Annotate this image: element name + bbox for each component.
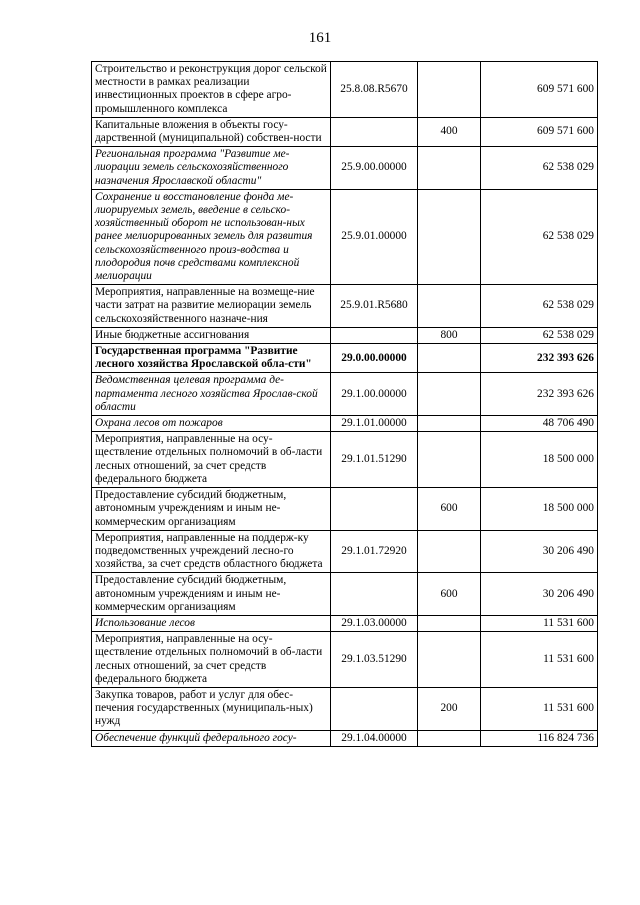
- table-row: [92, 432, 598, 488]
- row-expense-type-cell: [418, 730, 481, 746]
- row-expense-type-cell: [418, 285, 481, 328]
- row-amount-cell: 18 500 000: [481, 432, 598, 488]
- row-code-cell: 25.9.01.00000: [331, 189, 418, 284]
- row-code-cell: 29.1.01.00000: [331, 416, 418, 432]
- page-number: 161: [308, 30, 332, 46]
- row-name-cell: Использование лесов: [92, 615, 331, 631]
- row-expense-type-cell: [418, 189, 481, 284]
- table-row: [92, 189, 598, 284]
- row-expense-type-cell: [418, 615, 481, 631]
- table-row: [92, 117, 598, 146]
- row-expense-type-cell: 400: [418, 117, 481, 146]
- row-name-cell: Мероприятия, направленные на осу-ществление отдельных полномочий в об-ласти лесных отношений, за счет средств федерального бюджета: [92, 632, 331, 688]
- row-expense-type-cell: [418, 62, 481, 118]
- row-name-cell: Строительство и реконструкция дорог сельской местности в рамках реализации инвестиционных проектов в сфере агро-промышленного комплекса: [92, 62, 331, 118]
- row-amount-cell: 116 824 736: [481, 730, 598, 746]
- row-code-cell: 29.1.04.00000: [331, 730, 418, 746]
- row-expense-type-cell: [418, 432, 481, 488]
- row-name-cell: Мероприятия, направленные на возмеще-ние части затрат на развитие мелиорации земель сельскохозяйственного назначе-ния: [92, 285, 331, 328]
- row-name-cell: Обеспечение функций федерального госу-: [92, 730, 331, 746]
- row-amount-cell: 62 538 029: [481, 189, 598, 284]
- row-amount-cell: 11 531 600: [481, 615, 598, 631]
- row-name-cell: Сохранение и восстановление фонда ме-лиорируемых земель, введение в сельско-хозяйственный оборот не использован-ных ранее мелиорированных земель для развития сельскохозяйственного произ-водства и плодородия почв средствами комплексной мелиорации: [92, 189, 331, 284]
- table-row: [92, 416, 598, 432]
- row-amount-cell: 18 500 000: [481, 488, 598, 531]
- row-name-cell: Региональная программа "Развитие ме-лиорации земель сельскохозяйственного назначения Ярославской области": [92, 147, 331, 190]
- row-code-cell: [331, 117, 418, 146]
- row-name-cell: Иные бюджетные ассигнования: [92, 327, 331, 343]
- row-code-cell: [331, 488, 418, 531]
- row-expense-type-cell: 800: [418, 327, 481, 343]
- row-amount-cell: 62 538 029: [481, 327, 598, 343]
- table-row: [92, 573, 598, 616]
- table-row: [92, 62, 598, 118]
- row-expense-type-cell: 200: [418, 687, 481, 730]
- row-amount-cell: 609 571 600: [481, 62, 598, 118]
- row-name-cell: Предоставление субсидий бюджетным, автономным учреждениям и иным не-коммерческим организациям: [92, 488, 331, 531]
- row-expense-type-cell: [418, 373, 481, 416]
- row-code-cell: [331, 327, 418, 343]
- row-amount-cell: 609 571 600: [481, 117, 598, 146]
- row-expense-type-cell: [418, 416, 481, 432]
- row-amount-cell: 62 538 029: [481, 147, 598, 190]
- table-row: [92, 344, 598, 373]
- table-row: [92, 147, 598, 190]
- row-amount-cell: 11 531 600: [481, 687, 598, 730]
- row-amount-cell: 232 393 626: [481, 373, 598, 416]
- row-name-cell: Охрана лесов от пожаров: [92, 416, 331, 432]
- row-code-cell: 29.1.03.00000: [331, 615, 418, 631]
- row-name-cell: Предоставление субсидий бюджетным, автономным учреждениям и иным не-коммерческим организациям: [92, 573, 331, 616]
- row-amount-cell: 232 393 626: [481, 344, 598, 373]
- row-code-cell: 29.1.01.51290: [331, 432, 418, 488]
- table-row: [92, 373, 598, 416]
- row-code-cell: 25.9.00.00000: [331, 147, 418, 190]
- row-name-cell: Закупка товаров, работ и услуг для обес-печения государственных (муниципаль-ных) нужд: [92, 687, 331, 730]
- table-row: [92, 488, 598, 531]
- row-code-cell: 29.1.00.00000: [331, 373, 418, 416]
- table-row: [92, 285, 598, 328]
- budget-table-body: [92, 62, 598, 747]
- row-code-cell: [331, 573, 418, 616]
- row-expense-type-cell: [418, 530, 481, 573]
- row-name-cell: Мероприятия, направленные на поддерж-ку подведомственных учреждений лесно-го хозяйства, за счет средств областного бюджета: [92, 530, 331, 573]
- row-amount-cell: 62 538 029: [481, 285, 598, 328]
- row-amount-cell: 30 206 490: [481, 573, 598, 616]
- table-row: [92, 687, 598, 730]
- row-code-cell: 25.9.01.R5680: [331, 285, 418, 328]
- budget-table: [91, 61, 598, 747]
- row-code-cell: 29.1.01.72920: [331, 530, 418, 573]
- row-expense-type-cell: [418, 147, 481, 190]
- row-name-cell: Ведомственная целевая программа де-партамента лесного хозяйства Ярослав-ской области: [92, 373, 331, 416]
- row-name-cell: Капитальные вложения в объекты госу-дарственной (муниципальной) собствен-ности: [92, 117, 331, 146]
- table-row: [92, 632, 598, 688]
- table-row: [92, 327, 598, 343]
- row-code-cell: 29.0.00.00000: [331, 344, 418, 373]
- table-row: [92, 730, 598, 746]
- table-row: [92, 530, 598, 573]
- row-code-cell: 29.1.03.51290: [331, 632, 418, 688]
- row-amount-cell: 48 706 490: [481, 416, 598, 432]
- row-name-cell: Государственная программа "Развитие лесного хозяйства Ярославской обла-сти": [92, 344, 331, 373]
- row-amount-cell: 30 206 490: [481, 530, 598, 573]
- row-expense-type-cell: [418, 344, 481, 373]
- row-amount-cell: 11 531 600: [481, 632, 598, 688]
- table-row: [92, 615, 598, 631]
- row-expense-type-cell: 600: [418, 573, 481, 616]
- row-name-cell: Мероприятия, направленные на осу-ществление отдельных полномочий в об-ласти лесных отношений, за счет средств федерального бюджета: [92, 432, 331, 488]
- row-expense-type-cell: [418, 632, 481, 688]
- row-code-cell: [331, 687, 418, 730]
- row-expense-type-cell: 600: [418, 488, 481, 531]
- row-code-cell: 25.8.08.R5670: [331, 62, 418, 118]
